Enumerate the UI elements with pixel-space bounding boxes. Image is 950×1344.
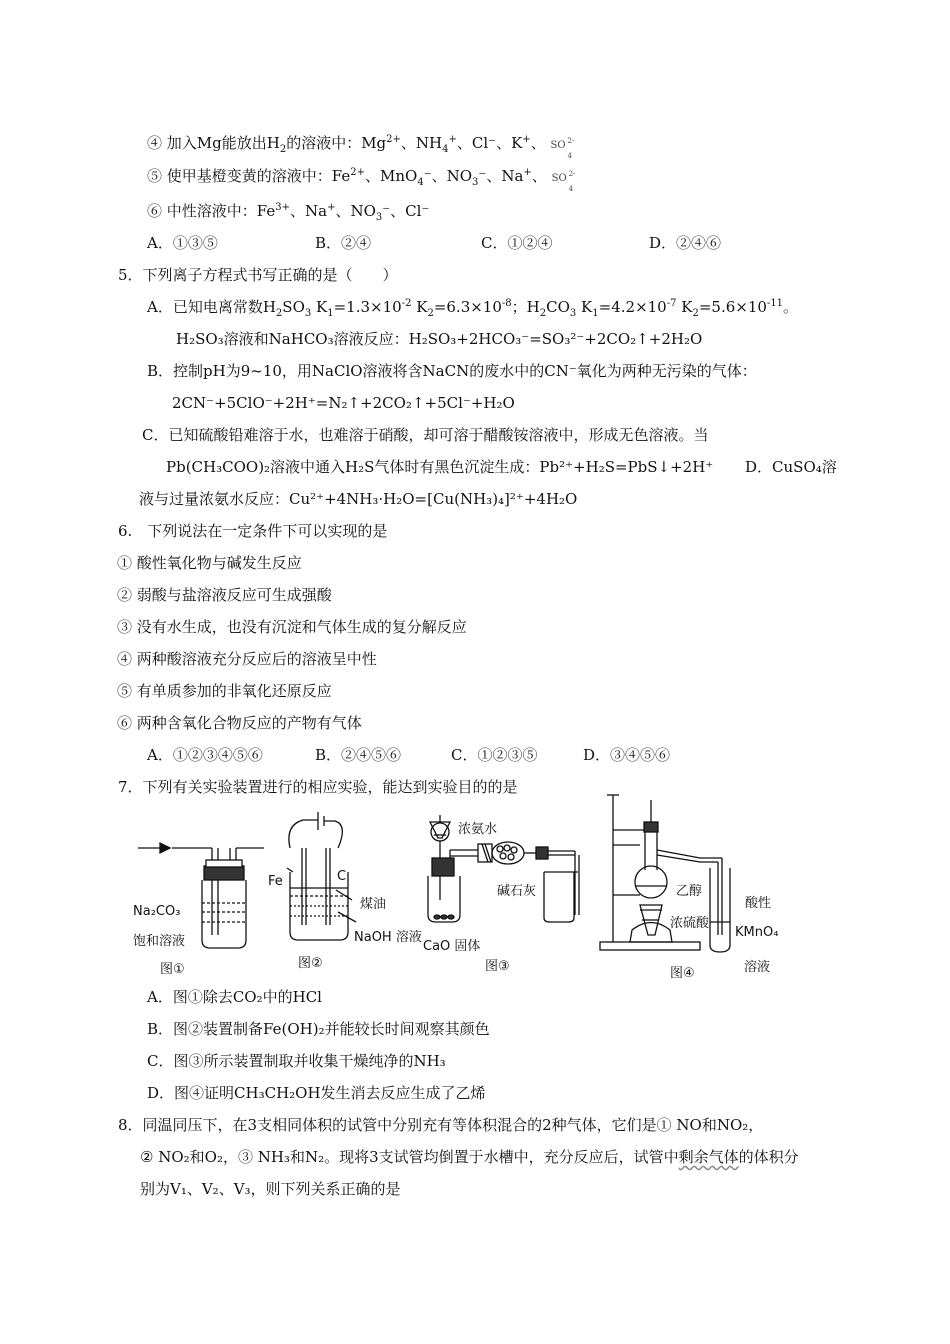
text: SO [551, 173, 567, 184]
q7-option-b: B．图②装置制备Fe(OH)₂并能较长时间观察其颜色 [147, 1020, 490, 1038]
text: 、NO [335, 202, 376, 220]
text: ② NO₂和O₂，③ NH₃和N₂。现将3支试管均倒置于水槽中，充分反应后，试管中 [140, 1148, 679, 1166]
sub: 2 [539, 308, 547, 319]
fig3-label-cao: CaO 固体 [423, 939, 481, 954]
q5-option-d-line2: 液与过量浓氨水反应：Cu²⁺+4NH₃·H₂O=[Cu(NH₃)₄]²⁺+4H₂O [139, 490, 578, 508]
remaining-gas-text: 剩余气体 [678, 1148, 739, 1166]
fig4-label-solution: 溶液 [744, 960, 771, 975]
sub: 2 [692, 308, 699, 319]
sup: -7 [666, 298, 677, 309]
sup: 2+ [350, 167, 365, 178]
fig2-label-kerosene: 煤油 [360, 897, 387, 912]
text: SO [282, 298, 305, 316]
ethylene-apparatus [600, 795, 730, 952]
sub: 3 [472, 177, 479, 188]
q6-item-2: ② 弱酸与盐溶液反应可生成强酸 [117, 586, 332, 604]
q6-item-5: ⑤ 有单质参加的非氧化还原反应 [117, 682, 332, 700]
sup: -2 [401, 298, 412, 309]
text: 、 [531, 167, 547, 185]
fig4-label-acidic: 酸性 [745, 896, 772, 911]
q5-option-c-line1: C．已知硫酸铅难溶于水，也难溶于硝酸，却可溶于醋酸铵溶液中，形成无色溶液。当 [142, 426, 709, 444]
text: ⑥ 中性溶液中：Fe [147, 202, 276, 220]
sup: + [448, 134, 457, 145]
text: 、NH [400, 134, 443, 152]
text: 、MnO [364, 167, 418, 185]
text: ⁻、Cl⁻ [382, 202, 430, 220]
sup: -11 [766, 298, 784, 309]
ammonia-apparatus [428, 815, 579, 922]
text: =4.2×10 [598, 298, 667, 316]
fig2-label-c: C [337, 869, 347, 884]
fig1-label-na2co3: Na₂CO₃ [133, 904, 181, 919]
sub: 1 [327, 308, 334, 319]
text: ⁻、Na [478, 167, 524, 185]
q7-option-c: C．图③所示装置制取并收集干燥纯净的NH₃ [147, 1052, 446, 1070]
text: K [411, 298, 428, 316]
q6-item-4: ④ 两种酸溶液充分反应后的溶液呈中性 [117, 650, 377, 668]
fig4-label-sulfuric-acid: 浓硫酸 [670, 916, 710, 931]
text: 的体积分 [738, 1148, 799, 1166]
sup: 2+ [386, 134, 401, 145]
q8-line-1: 8．同温同压下，在3支相同体积的试管中分别充有等体积混合的2种气体，它们是① NO和NO₂， [118, 1116, 764, 1134]
sub: 4 [442, 144, 449, 155]
sup: 2- [567, 137, 575, 145]
sub: 4 [417, 177, 424, 188]
text: ⁻、NO [423, 167, 473, 185]
fig3-caption: 图③ [485, 959, 510, 974]
q6-item-6: ⑥ 两种含氧化合物反应的产物有气体 [117, 714, 362, 732]
fig2-label-naoh: NaOH 溶液 [354, 930, 422, 945]
sub: 2 [427, 308, 434, 319]
sub: 4 [568, 185, 574, 193]
fig3-label-soda-lime: 碱石灰 [497, 884, 537, 899]
sub: 3 [569, 308, 577, 319]
text: CO [546, 298, 570, 316]
text: 的溶液中：Mg [286, 134, 387, 152]
text: K [311, 298, 328, 316]
q7-option-a: A．图①除去CO₂中的HCl [147, 988, 322, 1006]
q6-item-1: ① 酸性氧化物与碱发生反应 [117, 554, 302, 572]
fig3-label-ammonia: 浓氨水 [458, 822, 498, 837]
fig2-label-fe: Fe [268, 874, 283, 889]
fig4-caption: 图④ [670, 966, 695, 981]
text: K [676, 298, 693, 316]
sup: + [522, 134, 531, 145]
sup: + [523, 167, 532, 178]
q7-option-d: D．图④证明CH₃CH₂OH发生消去反应生成了乙烯 [147, 1084, 486, 1102]
text: ；H [511, 298, 540, 316]
sup: -8 [501, 298, 512, 309]
q6-stem: 6. 下列说法在一定条件下可以实现的是 [118, 522, 388, 540]
q5-option-d-line1: D．CuSO₄溶 [745, 458, 837, 476]
text: 、Cl⁻、K [456, 134, 523, 152]
sub: 2 [275, 308, 283, 319]
sub: 3 [375, 212, 383, 223]
fig1-label-saturated: 饱和溶液 [133, 934, 186, 949]
q4-option-c: C．①②④ [481, 234, 553, 252]
q8-line-2 [140, 1147, 799, 1167]
text: =1.3×10 [333, 298, 402, 316]
q6-option-d: D．③④⑤⑥ [583, 746, 671, 764]
text: 。 [783, 298, 799, 316]
q5-option-a-line2: H₂SO₃溶液和NaHCO₃溶液反应：H₂SO₃+2HCO₃⁻=SO₃²⁻+2CO₂↑+2H₂O [176, 330, 703, 348]
q4-option-a: A．①③⑤ [147, 234, 218, 252]
text: ④ 加入Mg能放出H [147, 134, 280, 152]
q5-option-b-line2: 2CN⁻+5ClO⁻+2H⁺=N₂↑+2CO₂↑+5Cl⁻+H₂O [172, 394, 515, 412]
sub: 3 [304, 308, 312, 319]
q7-stem: 7．下列有关实验装置进行的相应实验，能达到实验目的的是 [118, 778, 518, 796]
q6-option-a: A．①②③④⑤⑥ [147, 746, 263, 764]
q4-option-d: D．②④⑥ [649, 234, 722, 252]
text: SO [550, 140, 566, 151]
q6-option-c: C．①②③⑤ [451, 746, 538, 764]
sup: + [327, 202, 336, 213]
fig4-label-ethanol: 乙醇 [676, 884, 703, 899]
text: ⑤ 使甲基橙变黄的溶液中：Fe [147, 167, 351, 185]
sub: 1 [592, 308, 599, 319]
sub: 2 [279, 144, 287, 155]
text: 、 [530, 134, 546, 152]
sup: 3+ [275, 202, 290, 213]
q4-option-b: B．②④ [315, 234, 372, 252]
sup: 2- [568, 170, 576, 178]
text: A．已知电离常数H [147, 298, 276, 316]
text: K [576, 298, 593, 316]
q6-item-3: ③ 没有水生成，也没有沉淀和气体生成的复分解反应 [117, 618, 467, 636]
q5-option-c-line2: Pb(CH₃COO)₂溶液中通入H₂S气体时有黑色沉淀生成：Pb²⁺+H₂S=PbS↓+2H⁺ [166, 458, 714, 476]
q5-option-b-line1: B．控制pH为9~10，用NaClO溶液将含NaCN的废水中的CN⁻氧化为两种无污染的气体： [147, 362, 757, 380]
fig2-caption: 图② [298, 956, 323, 971]
fig1-caption: 图① [160, 962, 185, 977]
q8-line-3: 别为V₁、V₂、V₃，则下列关系正确的是 [140, 1180, 401, 1198]
q5-stem: 5．下列离子方程式书写正确的是（ ） [118, 266, 398, 284]
text: =6.3×10 [433, 298, 502, 316]
fig4-label-kmno4: KMnO₄ [735, 925, 779, 940]
sub: 4 [567, 152, 572, 160]
q6-option-b: B．②④⑤⑥ [315, 746, 402, 764]
text: =5.6×10 [698, 298, 767, 316]
text: 、Na [289, 202, 328, 220]
